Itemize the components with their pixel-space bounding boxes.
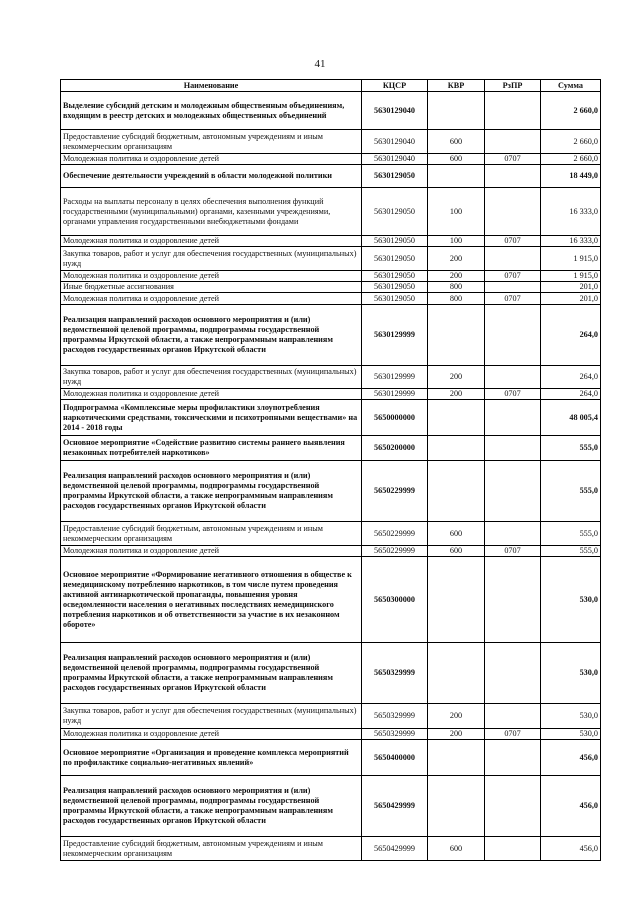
table-row xyxy=(61,729,601,740)
cell-rzpr xyxy=(485,740,541,776)
cell-sum: 530,0 xyxy=(541,704,601,729)
cell-rzpr: 0707 xyxy=(485,154,541,165)
cell-kvr: 200 xyxy=(428,729,485,740)
cell-sum: 456,0 xyxy=(541,740,601,776)
cell-kcsr: 5650329999 xyxy=(362,729,428,740)
table-row xyxy=(61,776,601,837)
cell-name: Молодежная политика и оздоровление детей xyxy=(61,154,362,165)
cell-kvr: 200 xyxy=(428,247,485,271)
cell-sum: 264,0 xyxy=(541,305,601,366)
budget-table xyxy=(60,79,601,861)
cell-kvr: 100 xyxy=(428,236,485,247)
cell-kcsr: 5630129050 xyxy=(362,293,428,305)
cell-name: Предоставление субсидий бюджетным, автономным учреждениям и иным некоммерческим организациям xyxy=(61,130,362,154)
cell-kcsr: 5650329999 xyxy=(362,704,428,729)
cell-sum: 555,0 xyxy=(541,461,601,522)
cell-kvr: 200 xyxy=(428,271,485,282)
cell-name: Молодежная политика и оздоровление детей xyxy=(61,293,362,305)
cell-sum: 2 660,0 xyxy=(541,130,601,154)
table-row xyxy=(61,130,601,154)
cell-kcsr: 5630129050 xyxy=(362,282,428,293)
cell-kcsr: 5630129040 xyxy=(362,92,428,130)
table-row xyxy=(61,400,601,436)
cell-sum: 1 915,0 xyxy=(541,247,601,271)
cell-rzpr xyxy=(485,522,541,546)
cell-name: Реализация направлений расходов основного мероприятия и (или) ведомственной целевой программы, подпрограммы государственной программы Иркутской области, а также непрограммным направлениям расходов государственных органов Иркутской области xyxy=(61,643,362,704)
cell-name: Предоставление субсидий бюджетным, автономным учреждениям и иным некоммерческим организациям xyxy=(61,522,362,546)
cell-sum: 555,0 xyxy=(541,522,601,546)
table-row xyxy=(61,366,601,389)
cell-kvr xyxy=(428,400,485,436)
cell-kvr: 100 xyxy=(428,188,485,236)
cell-kvr: 600 xyxy=(428,130,485,154)
table-row xyxy=(61,389,601,400)
cell-kcsr: 5630129999 xyxy=(362,366,428,389)
header-kcsr: КЦСР xyxy=(362,80,428,92)
table-row xyxy=(61,236,601,247)
cell-kvr: 800 xyxy=(428,282,485,293)
cell-kcsr: 5650429999 xyxy=(362,776,428,837)
cell-name: Основное мероприятие «Формирование негативного отношения в обществе к немедицинскому потреблению наркотиков, в том числе путем проведения активной антинаркотической пропаганды, повышения уровня осведомленности населения о негативных последствиях немедицинского потребления наркотиков и об ответственности за участие в их незаконном обороте» xyxy=(61,557,362,643)
table-row xyxy=(61,92,601,130)
cell-name: Закупка товаров, работ и услуг для обеспечения государственных (муниципальных) нужд xyxy=(61,366,362,389)
cell-sum: 1 915,0 xyxy=(541,271,601,282)
cell-rzpr: 0707 xyxy=(485,546,541,557)
cell-rzpr xyxy=(485,837,541,861)
cell-name: Подпрограмма «Комплексные меры профилактики злоупотребления наркотическими средствами, токсическими и психотропными веществами» на 2014 - 2018 годы xyxy=(61,400,362,436)
cell-kvr: 800 xyxy=(428,293,485,305)
cell-sum: 201,0 xyxy=(541,293,601,305)
cell-rzpr: 0707 xyxy=(485,293,541,305)
cell-name: Обеспечение деятельности учреждений в области молодежной политики xyxy=(61,165,362,188)
cell-kvr: 600 xyxy=(428,154,485,165)
cell-kvr xyxy=(428,461,485,522)
table-row xyxy=(61,436,601,461)
table-row xyxy=(61,461,601,522)
table-row xyxy=(61,282,601,293)
cell-rzpr xyxy=(485,557,541,643)
cell-kcsr: 5650329999 xyxy=(362,643,428,704)
cell-rzpr xyxy=(485,188,541,236)
cell-rzpr xyxy=(485,305,541,366)
cell-kcsr: 5630129050 xyxy=(362,236,428,247)
cell-sum: 48 005,4 xyxy=(541,400,601,436)
cell-kvr: 200 xyxy=(428,366,485,389)
cell-rzpr xyxy=(485,366,541,389)
cell-name: Основное мероприятие «Содействие развитию системы раннего выявления незаконных потребителей наркотиков» xyxy=(61,436,362,461)
cell-kcsr: 5650000000 xyxy=(362,400,428,436)
cell-rzpr xyxy=(485,247,541,271)
table-header xyxy=(61,80,601,92)
cell-rzpr xyxy=(485,436,541,461)
table-row xyxy=(61,165,601,188)
cell-sum: 264,0 xyxy=(541,366,601,389)
header-kvr: КВР xyxy=(428,80,485,92)
cell-rzpr xyxy=(485,282,541,293)
table-row xyxy=(61,271,601,282)
header-sum: Сумма xyxy=(541,80,601,92)
cell-kvr: 600 xyxy=(428,522,485,546)
cell-rzpr: 0707 xyxy=(485,729,541,740)
cell-name: Реализация направлений расходов основного мероприятия и (или) ведомственной целевой программы, подпрограммы государственной программы Иркутской области, а также непрограммным направлениям расходов государственных органов Иркутской области xyxy=(61,305,362,366)
cell-sum: 530,0 xyxy=(541,557,601,643)
cell-rzpr xyxy=(485,92,541,130)
header-row xyxy=(61,80,601,92)
cell-rzpr xyxy=(485,704,541,729)
cell-kcsr: 5650229999 xyxy=(362,546,428,557)
cell-name: Молодежная политика и оздоровление детей xyxy=(61,729,362,740)
cell-sum: 201,0 xyxy=(541,282,601,293)
cell-sum: 264,0 xyxy=(541,389,601,400)
cell-kvr: 600 xyxy=(428,837,485,861)
cell-rzpr: 0707 xyxy=(485,271,541,282)
cell-name: Предоставление субсидий бюджетным, автономным учреждениям и иным некоммерческим организациям xyxy=(61,837,362,861)
cell-kvr xyxy=(428,305,485,366)
cell-kvr xyxy=(428,436,485,461)
cell-kcsr: 5650429999 xyxy=(362,837,428,861)
cell-rzpr xyxy=(485,165,541,188)
cell-sum: 530,0 xyxy=(541,643,601,704)
cell-sum: 16 333,0 xyxy=(541,188,601,236)
cell-rzpr xyxy=(485,400,541,436)
cell-kcsr: 5630129040 xyxy=(362,154,428,165)
cell-kcsr: 5650200000 xyxy=(362,436,428,461)
cell-kcsr: 5650229999 xyxy=(362,461,428,522)
cell-kcsr: 5630129050 xyxy=(362,165,428,188)
cell-name: Закупка товаров, работ и услуг для обеспечения государственных (муниципальных) нужд xyxy=(61,247,362,271)
cell-sum: 16 333,0 xyxy=(541,236,601,247)
table-row xyxy=(61,188,601,236)
table-row xyxy=(61,740,601,776)
cell-kvr xyxy=(428,740,485,776)
table-row xyxy=(61,546,601,557)
cell-name: Молодежная политика и оздоровление детей xyxy=(61,236,362,247)
cell-kvr: 200 xyxy=(428,389,485,400)
cell-kcsr: 5630129050 xyxy=(362,188,428,236)
cell-kcsr: 5650400000 xyxy=(362,740,428,776)
cell-kvr xyxy=(428,557,485,643)
cell-name: Молодежная политика и оздоровление детей xyxy=(61,389,362,400)
cell-kvr xyxy=(428,92,485,130)
table-row xyxy=(61,704,601,729)
cell-name: Молодежная политика и оздоровление детей xyxy=(61,271,362,282)
table-row xyxy=(61,247,601,271)
cell-sum: 18 449,0 xyxy=(541,165,601,188)
table-row xyxy=(61,837,601,861)
page-number: 41 xyxy=(314,58,326,70)
header-rzpr: РзПР xyxy=(485,80,541,92)
cell-kvr: 200 xyxy=(428,704,485,729)
cell-sum: 555,0 xyxy=(541,546,601,557)
cell-name: Молодежная политика и оздоровление детей xyxy=(61,546,362,557)
cell-name: Закупка товаров, работ и услуг для обеспечения государственных (муниципальных) нужд xyxy=(61,704,362,729)
cell-name: Расходы на выплаты персоналу в целях обеспечения выполнения функций государственными (муниципальными) органами, казенными учреждениями, органами управления государственными внебюджетными фондами xyxy=(61,188,362,236)
cell-kcsr: 5650300000 xyxy=(362,557,428,643)
cell-kcsr: 5630129999 xyxy=(362,305,428,366)
cell-kcsr: 5630129050 xyxy=(362,247,428,271)
table-row xyxy=(61,522,601,546)
cell-kvr: 600 xyxy=(428,546,485,557)
table-body xyxy=(61,92,601,861)
cell-sum: 530,0 xyxy=(541,729,601,740)
cell-rzpr xyxy=(485,776,541,837)
cell-name: Реализация направлений расходов основного мероприятия и (или) ведомственной целевой программы, подпрограммы государственной программы Иркутской области, а также непрограммным направлениям расходов государственных органов Иркутской области xyxy=(61,776,362,837)
cell-name: Реализация направлений расходов основного мероприятия и (или) ведомственной целевой программы, подпрограммы государственной программы Иркутской области, а также непрограммным направлениям расходов государственных органов Иркутской области xyxy=(61,461,362,522)
cell-rzpr xyxy=(485,461,541,522)
table-row xyxy=(61,557,601,643)
cell-kvr xyxy=(428,643,485,704)
cell-name: Иные бюджетные ассигнования xyxy=(61,282,362,293)
table-row xyxy=(61,305,601,366)
cell-kvr xyxy=(428,776,485,837)
table-row xyxy=(61,643,601,704)
cell-sum: 555,0 xyxy=(541,436,601,461)
cell-kcsr: 5650229999 xyxy=(362,522,428,546)
cell-name: Основное мероприятие «Организация и проведение комплекса мероприятий по профилактике социально-негативных явлений» xyxy=(61,740,362,776)
cell-rzpr xyxy=(485,130,541,154)
cell-sum: 2 660,0 xyxy=(541,92,601,130)
cell-name: Выделение субсидий детским и молодежным общественным объединениям, входящим в реестр детских и молодежных общественных объединений xyxy=(61,92,362,130)
cell-kcsr: 5630129040 xyxy=(362,130,428,154)
cell-kvr xyxy=(428,165,485,188)
cell-kcsr: 5630129999 xyxy=(362,389,428,400)
header-name: Наименование xyxy=(61,80,362,92)
cell-rzpr xyxy=(485,643,541,704)
table-row xyxy=(61,293,601,305)
cell-rzpr: 0707 xyxy=(485,389,541,400)
cell-rzpr: 0707 xyxy=(485,236,541,247)
table-row xyxy=(61,154,601,165)
cell-sum: 456,0 xyxy=(541,837,601,861)
cell-sum: 2 660,0 xyxy=(541,154,601,165)
cell-sum: 456,0 xyxy=(541,776,601,837)
cell-kcsr: 5630129050 xyxy=(362,271,428,282)
